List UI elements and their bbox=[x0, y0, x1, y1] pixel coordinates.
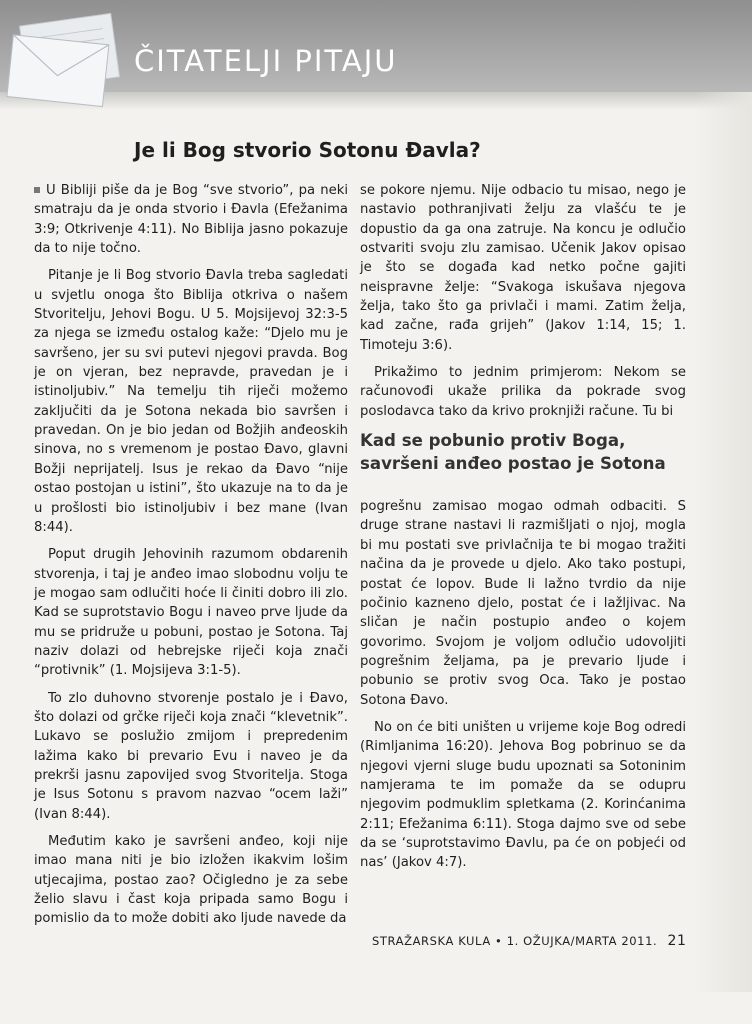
body-paragraph: No on će biti uništen u vrijeme koje Bog odredi (Rimljanima 16:20). Jehova Bog pobrinuo se da njegovi vjerni sluge budu upoznati sa Sotoninim namjerama te im pomaže da se odupru njegovim podmuklim spletkama (2. Korinćanima 2:11; Efežanima 6:11). Stoga dajmo sve od sebe da se ‘suprotstavimo Đavlu, pa će on pobjeći od nas’ (Jakov 4:7). bbox=[360, 719, 686, 871]
body-paragraph: Poput drugih Jehovinih razumom obdarenih stvorenja, i taj je anđeo imao slobodnu volju te je mogao sam odlučiti hoće li činiti dobro ili zlo. Kad se suprotstavio Bogu i naveo prve ljude da mu se pridruže u pobuni, postao je Sotona. Taj naziv dolazi od hebrejske riječi koja znači “protivnik” (1. Mojsijeva 3:1-5). bbox=[34, 547, 348, 679]
publication-info: STRAŽARSKA KULA • 1. OŽUJKA/MARTA 2011. bbox=[372, 934, 658, 948]
left-column bbox=[34, 181, 348, 937]
body-paragraph: Prikažimo to jednim primjerom: Nekom se računovođi ukaže prilika da pokrade svog poslodavca tako da krivo proknjiži račune. Tu bi bbox=[360, 365, 686, 419]
body-paragraph: To zlo duhovno stvorenje postalo je i Đavo, što dolazi od grčke riječi koja znači “klevetnik”. Lukavo se poslužio zmijom i prepredenim lažima kako bi prevario Evu i naveo je da prekrši jasnu zapovijed svog Stvoritelja. Stoga je Isus Sotonu s pravom nazvao “ocem laži” (Ivan 8:44). bbox=[34, 690, 348, 822]
paragraph-text: U Bibliji piše da je Bog “sve stvorio”, pa neki smatraju da je onda stvorio i Đavla (Efežanima 3:9; Otkrivenje 4:11). No Biblija jasno pokazuje da to nije točno. bbox=[34, 183, 348, 257]
body-paragraph: Međutim kako je savršeni anđeo, koji nije imao mana niti je bio izložen ikakvim lošim utjecajima, postao zao? Očigledno je za sebe želio slavu i čast koja pripada samo Bogu i pomislio da to može dobiti ako ljude navede da bbox=[34, 834, 348, 927]
body-paragraph: Pitanje je li Bog stvorio Đavla treba sagledati u svjetlu onoga što Biblija otkriva o našem Stvoritelju, Jehovi Bogu. U 5. Mojsijevoj 32:3-5 za njega se između ostalog kaže: “Djelo mu je savršeno, jer su svi putevi njegovi pravda. Bog je on vjeran, bez nepravde, pravedan je i istinoljubiv.” Na temelju tih riječi možemo zaključiti da je Sotona nekada bio savršen i pravedan. On je bio jedan od Božjih anđeoskih sinova, no s vremenom je postao Đavo, glavni Božji neprijatelj. Isus je rekao da Đavo “nije ostao postojan u istini”, što ukazuje na to da je u prošlosti bio istinoljubiv i bez mane (Ivan 8:44). bbox=[34, 268, 348, 535]
subheading: Kad se pobunio protiv Boga, savršeni anđeo postao je Sotona bbox=[360, 431, 666, 474]
page-footer bbox=[372, 933, 687, 949]
section-title: ČITATELJI PITAJU bbox=[134, 44, 398, 78]
body-paragraph: se pokore njemu. Nije odbacio tu misao, nego je nastavio pothranjivati želju za vlašću te je dopustio da ga ona zatruje. Na koncu je odlučio ostvariti svoju zlu zamisao. Učenik Jakov opisao je što se događa kad netko počne gajiti neispravne želje: “Svakoga iskušava njegova želja, tako što ga privlači i mami. Zatim želja, kad začne, rađa grijeh” (Jakov 1:14, 15; 1. Timoteju 3:6). bbox=[360, 183, 686, 353]
right-column bbox=[360, 181, 686, 881]
article-title: Je li Bog stvorio Sotonu Đavla? bbox=[134, 138, 481, 162]
bullet-icon bbox=[34, 187, 40, 193]
page-edge-shadow bbox=[694, 92, 752, 992]
page-number: 21 bbox=[667, 933, 687, 949]
body-paragraph bbox=[34, 181, 348, 258]
envelope-icon bbox=[6, 0, 126, 110]
body-paragraph: pogrešnu zamisao mogao odmah odbaciti. S druge strane nastavi li razmišljati o njoj, mogla bi mu postati sve privlačnija te bi mogao tražiti načina da je provede u djelo. Ako tako postupi, postat će lopov. Bude li lažno tvrdio da nije počinio kazneno djelo, postat će i lažljivac. Na sličan je način postupio anđeo o kojem govorimo. Svojom je voljom odlučio udovoljiti pogrešnim željama, pa je prevario ljude i pobunio se protiv svog Oca. Tako je postao Sotona Đavo. bbox=[360, 499, 686, 708]
